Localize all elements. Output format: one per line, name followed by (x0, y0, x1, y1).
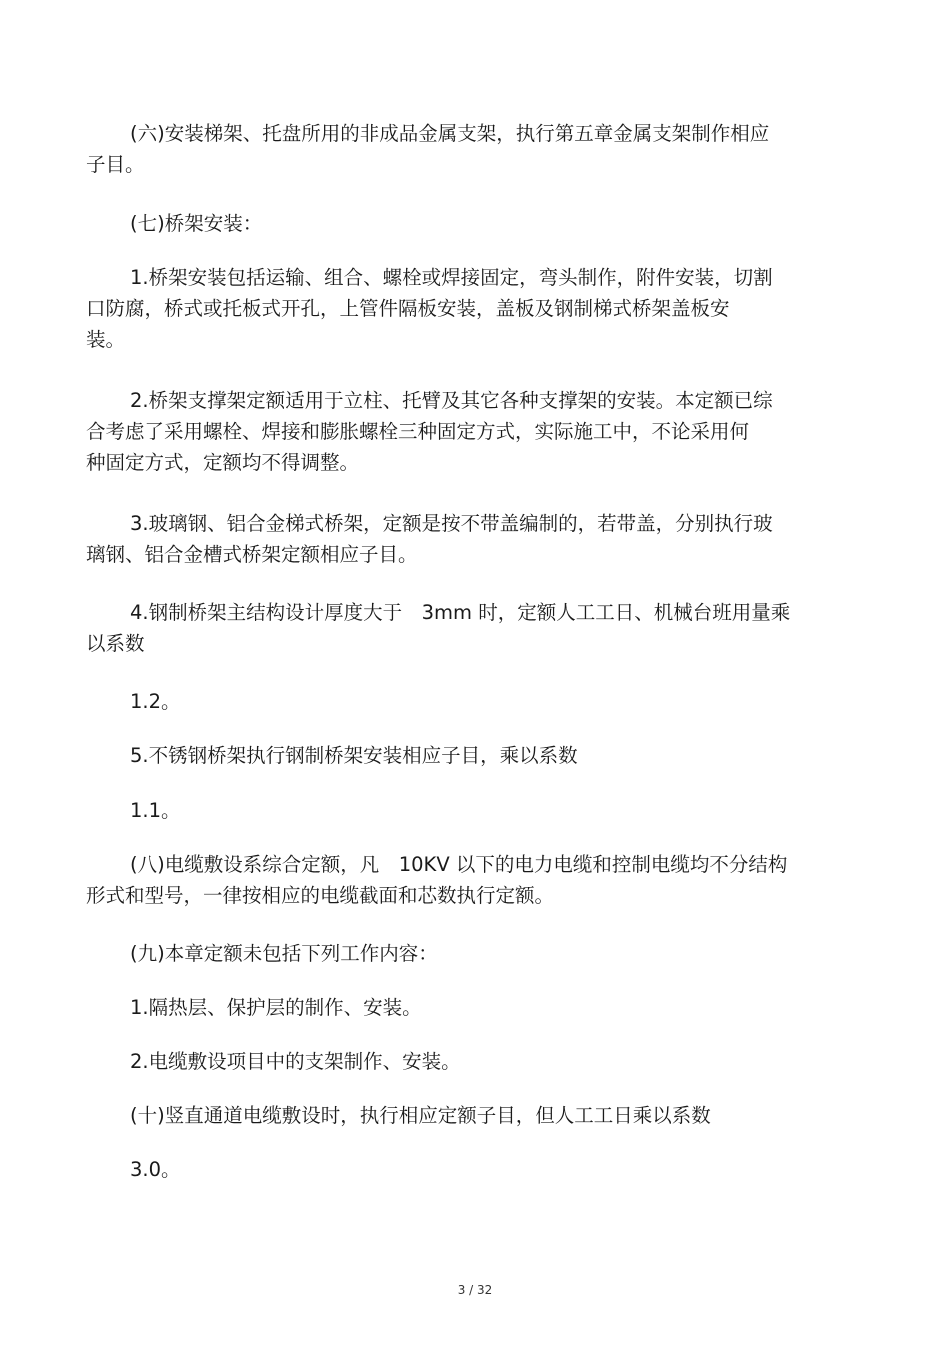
paragraph-line: 子目。 (86, 153, 145, 176)
paragraph-7-heading (86, 208, 846, 239)
paragraph-line: 以系数 (86, 632, 145, 655)
paragraph-6-support-frames (86, 118, 846, 180)
paragraph-line: 璃钢、铝合金槽式桥架定额相应子目。 (86, 543, 418, 566)
paragraph-7-item-3 (86, 508, 846, 570)
paragraph-9-item-2 (86, 1046, 846, 1077)
coefficient-value (86, 795, 846, 826)
coefficient-value (86, 686, 846, 717)
paragraph-8-cable-laying (86, 849, 846, 911)
paragraph-line: 口防腐，桥式或托板式开孔，上管件隔板安装，盖板及钢制梯式桥架盖板安 (86, 297, 730, 320)
paragraph-line: 3.玻璃钢、铝合金梯式桥架，定额是按不带盖编制的，若带盖，分别执行玻 (130, 512, 773, 535)
paragraph-line: 1.桥架安装包括运输、组合、螺栓或焊接固定，弯头制作，附件安装，切割 (130, 266, 773, 289)
paragraph-line: 装。 (86, 328, 126, 351)
paragraph-line: 2.桥架支撑架定额适用于立柱、托臂及其它各种支撑架的安装。本定额已综 (130, 389, 773, 412)
paragraph-line: 2.电缆敷设项目中的支架制作、安装。 (130, 1050, 461, 1073)
paragraph-9-item-1 (86, 992, 846, 1023)
paragraph-line: 4.钢制桥架主结构设计厚度大于 3mm 时，定额人工工日、机械台班用量乘 (130, 601, 791, 624)
page-number: 3 / 32 (457, 1283, 493, 1297)
paragraph-10-vertical-channel (86, 1100, 846, 1131)
paragraph-line: (六)安装梯架、托盘所用的非成品金属支架，执行第五章金属支架制作相应 (130, 122, 770, 145)
paragraph-line: 形式和型号，一律按相应的电缆截面和芯数执行定额。 (86, 884, 555, 907)
paragraph-line: 合考虑了采用螺栓、焊接和膨胀螺栓三种固定方式，实际施工中，不论采用何 (86, 420, 750, 443)
paragraph-line: (九)本章定额未包括下列工作内容： (130, 942, 438, 965)
paragraph-line: (七)桥架安装： (130, 212, 263, 235)
paragraph-line: 1.隔热层、保护层的制作、安装。 (130, 996, 422, 1019)
paragraph-7-item-4 (86, 597, 846, 659)
paragraph-9-heading (86, 938, 846, 969)
paragraph-line: (十)竖直通道电缆敷设时，执行相应定额子目，但人工工日乘以系数 (130, 1104, 711, 1127)
paragraph-line: 3.0。 (130, 1158, 181, 1181)
paragraph-7-item-5 (86, 740, 846, 771)
paragraph-7-item-1 (86, 262, 846, 355)
coefficient-value (86, 1154, 846, 1185)
paragraph-line: 1.1。 (130, 799, 181, 822)
paragraph-line: 5.不锈钢桥架执行钢制桥架安装相应子目，乘以系数 (130, 744, 578, 767)
paragraph-line: 种固定方式，定额均不得调整。 (86, 451, 360, 474)
paragraph-line: 1.2。 (130, 690, 181, 713)
paragraph-7-item-2 (86, 385, 846, 478)
paragraph-line: (八)电缆敷设系综合定额，凡 10KV 以下的电力电缆和控制电缆均不分结构 (130, 853, 788, 876)
